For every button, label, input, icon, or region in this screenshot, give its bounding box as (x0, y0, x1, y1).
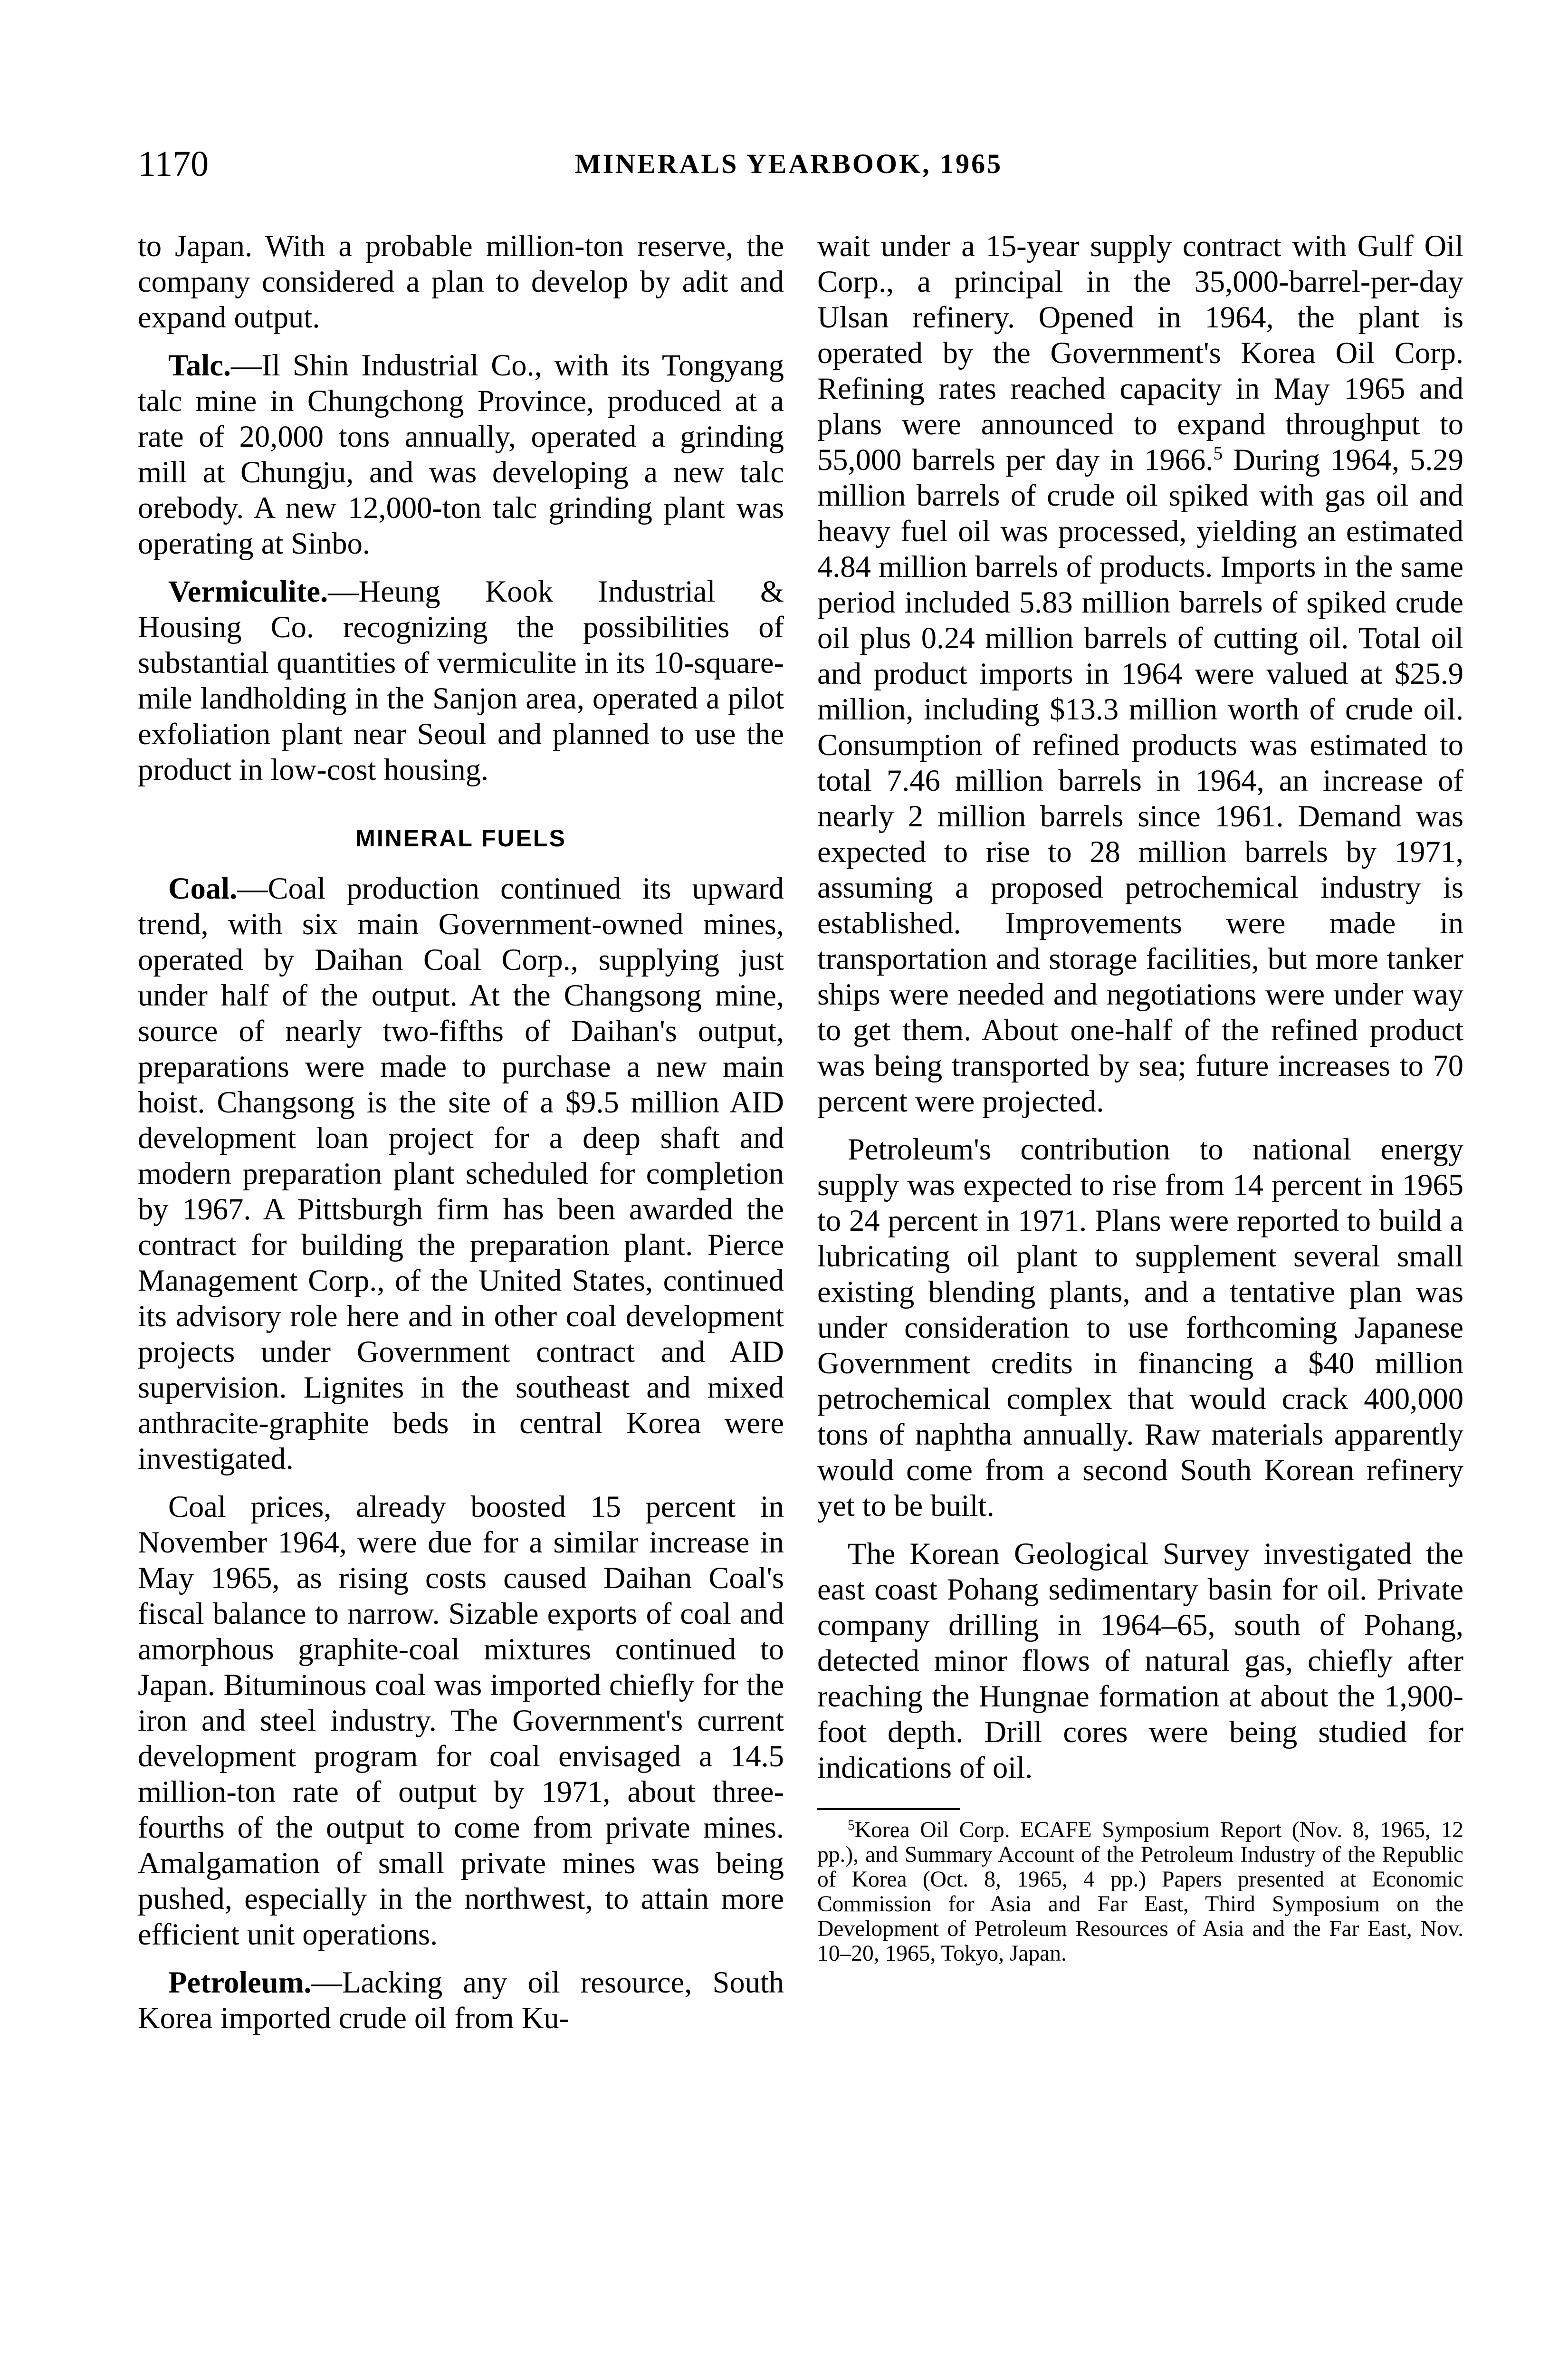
run-in-heading-talc: Talc. (168, 348, 231, 382)
running-title: MINERALS YEARBOOK, 1965 (574, 148, 1003, 179)
paragraph-continuation: to Japan. With a probable million-ton reserve, the company considered a plan to develop by adit and expand output. (138, 229, 784, 334)
footnote-marker: 5 (848, 1817, 855, 1833)
footnote (817, 1818, 1463, 1966)
run-in-heading-coal: Coal. (168, 872, 238, 905)
page-header (138, 138, 1440, 190)
footnote-text: Korea Oil Corp. ECAFE Symposium Report (Nov. 8, 1965, 12 pp.), and Summary Account of the Petroleum Industry of the Republic of Korea (Oct. 8, 1965, 4 pp.) Papers presented at Economic Commission for Asia and Far East, Third Symposium on the Development of Petroleum Resources of Asia and the Far East, Nov. 10–20, 1965, Tokyo, Japan. (817, 1818, 1463, 1966)
page-number: 1170 (138, 144, 209, 184)
footnote-divider (817, 1808, 960, 1810)
run-in-heading-vermiculite: Vermiculite. (168, 575, 328, 608)
footnote-reference[interactable]: 5 (1213, 442, 1223, 464)
paragraph-vermiculite (138, 574, 784, 787)
paragraph-geological-survey: The Korean Geological Survey investigated the east coast Pohang sedimentary basin for oil. Private company drilling in 1964–65, south of Pohang, detected minor flows of natural gas, chiefly after reaching the Hungnae formation at about the 1,900-foot depth. Drill cores were being studied for indications of oil. (817, 1537, 1463, 1784)
paragraph-talc (138, 347, 784, 561)
paragraph-coal-prices: Coal prices, already boosted 15 percent in November 1964, were due for a similar increase in May 1965, as rising costs caused Daihan Coal's fiscal balance to narrow. Sizable exports of coal and amorphous graphite-coal mixtures continued to Japan. Bituminous coal was imported chiefly for the iron and steel industry. The Government's current development program for coal envisaged a 14.5 million-ton rate of output by 1971, about three-fourths of the output to come from private mines. Amalgamation of small private mines was being pushed, especially in the northwest, to attain more efficient unit operations. (138, 1490, 784, 1951)
paragraph-talc-text: —Il Shin Industrial Co., with its Tongyang talc mine in Chungchong Province, produced at a rate of 20,000 tons annually, operated a grinding mill at Chungju, and was developing a new talc orebody. A new 12,000-ton talc grinding plant was operating at Sinbo. (138, 348, 784, 560)
paragraph-coal (138, 871, 784, 1476)
paragraph-petroleum-continued (817, 228, 1463, 1119)
run-in-heading-petroleum: Petroleum. (168, 1965, 312, 1999)
right-column (817, 228, 1463, 1978)
paragraph-coal-text: —Coal production continued its upward trend, with six main Government-owned mines, operated by Daihan Coal Corp., supplying just under half of the output. At the Changsong mine, source of nearly two-fifths of Daihan's output, preparations were made to purchase a new main hoist. Changsong is the site of a $9.5 million AID development loan project for a deep shaft and modern preparation plant scheduled for completion by 1967. A Pittsburgh firm has been awarded the contract for building the preparation plant. Pierce Management Corp., of the United States, continued its advisory role here and in other coal development projects under Government contract and AID supervision. Lignites in the southeast and mixed anthracite-graphite beds in central Korea were investigated. (138, 872, 784, 1475)
left-column (138, 228, 784, 2048)
paragraph-petroleum-text: —Lacking any oil resource, South Korea imported crude oil from Ku- (138, 1965, 784, 2035)
paragraph-energy-supply: Petroleum's contribution to national energy supply was expected to rise from 14 percent in 1965 to 24 percent in 1971. Plans were reported to build a lubricating oil plant to supplement several small existing blending plants, and a tentative plan was under consideration to use forthcoming Japanese Government credits in financing a $40 million petrochemical complex that would crack 400,000 tons of naphtha annually. Raw materials apparently would come from a second South Korean refinery yet to be built. (817, 1132, 1463, 1523)
paragraph-petroleum (138, 1964, 784, 2036)
paragraph-petroleum-continued-text-b: During 1964, 5.29 million barrels of crude oil spiked with gas oil and heavy fuel oil was processed, yielding an estimated 4.84 million barrels of products. Imports in the same period included 5.83 million barrels of spiked crude oil plus 0.24 million barrels of cutting oil. Total oil and product imports in 1964 were valued at $25.9 million, including $13.3 million worth of crude oil. Consumption of refined products was estimated to total 7.46 million barrels in 1964, an increase of nearly 2 million barrels since 1961. Demand was expected to rise to 28 million barrels by 1971, assuming a proposed petrochemical industry is established. Improvements were made in transportation and storage facilities, but more tanker ships were needed and negotiations were under way to get them. About one-half of the refined product was being transported by sea; future increases to 70 percent were projected. (817, 443, 1463, 1118)
paragraph-vermiculite-text: —Heung Kook Industrial & Housing Co. recognizing the possibilities of substantial quantities of vermiculite in its 10-square-mile landholding in the Sanjon area, operated a pilot exfoliation plant near Seoul and planned to use the product in low-cost housing. (138, 575, 784, 786)
section-heading-mineral-fuels: MINERAL FUELS (355, 825, 566, 852)
paragraph-petroleum-continued-text-a: wait under a 15-year supply contract with Gulf Oil Corp., a principal in the 35,000-barrel-per-day Ulsan refinery. Opened in 1964, the plant is operated by the Government's Korea Oil Corp. Refining rates reached capacity in May 1965 and plans were announced to expand throughput to 55,000 barrels per day in 1966. (817, 229, 1463, 477)
